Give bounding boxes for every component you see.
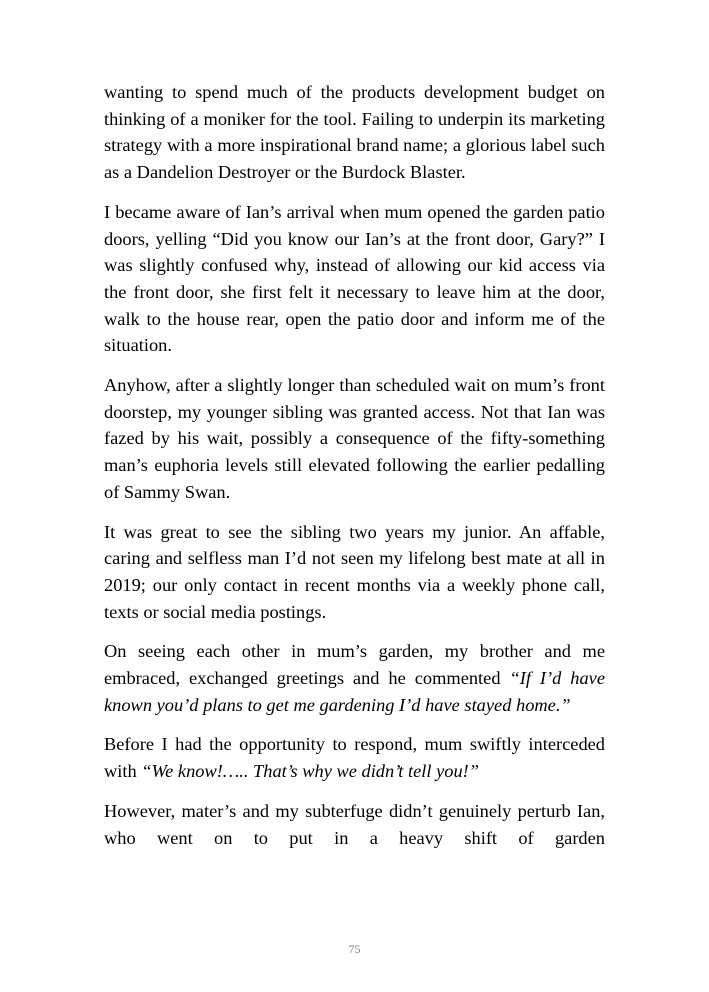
paragraph-5 — [104, 638, 605, 718]
paragraph-text: wanting to spend much of the products development budget on thinking of a moniker for the tool. Failing to underpin its marketing strategy with a more inspirational brand name; a glorious label such as a Dandelion Destroyer or the Burdock Blaster. — [104, 82, 605, 183]
paragraph-text: Before I had the opportunity to respond, mum swiftly interceded with — [104, 734, 605, 782]
paragraph-text: I became aware of Ian’s arrival when mum opened the garden patio doors, yelling “Did you know our Ian’s at the front door, Gary?” I was slightly confused why, instead of allowing our kid access via the front door, she first felt it necessary to leave him at the door, walk to the house rear, open the patio door and inform me of the situation. — [104, 201, 605, 356]
paragraph-4 — [104, 519, 605, 626]
italic-quote: “If I’d have known you’d plans to get me gardening I’d have stayed home.” — [104, 668, 605, 715]
page-number: 75 — [348, 942, 361, 956]
paragraph-3 — [104, 372, 605, 506]
paragraph-2 — [104, 199, 605, 359]
italic-quote: “We know!….. That’s why we didn’t tell you!” — [141, 761, 479, 782]
paragraph-text: However, mater’s and my subterfuge didn’t genuinely perturb Ian, who went on to put in a heavy shift of garden — [104, 800, 605, 848]
paragraph-text: Anyhow, after a slightly longer than scheduled wait on mum’s front doorstep, my younger sibling was granted access. Not that Ian was fazed by his wait, possibly a consequence of the fifty-something man’s euphoria levels still elevated following the earlier pedalling of Sammy Swan. — [104, 375, 605, 502]
paragraph-text: It was great to see the sibling two years my junior. An affable, caring and selfless man I’d not seen my lifelong best mate at all in 2019; our only contact in recent months via a weekly phone call, texts or social media postings. — [104, 521, 605, 622]
paragraph-text: On seeing each other in mum’s garden, my brother and me embraced, exchanged greetings and he commented — [104, 641, 605, 689]
paragraph-7 — [104, 798, 605, 851]
paragraph-6 — [104, 731, 605, 784]
paragraph-1 — [104, 79, 605, 186]
body-text — [104, 79, 605, 864]
